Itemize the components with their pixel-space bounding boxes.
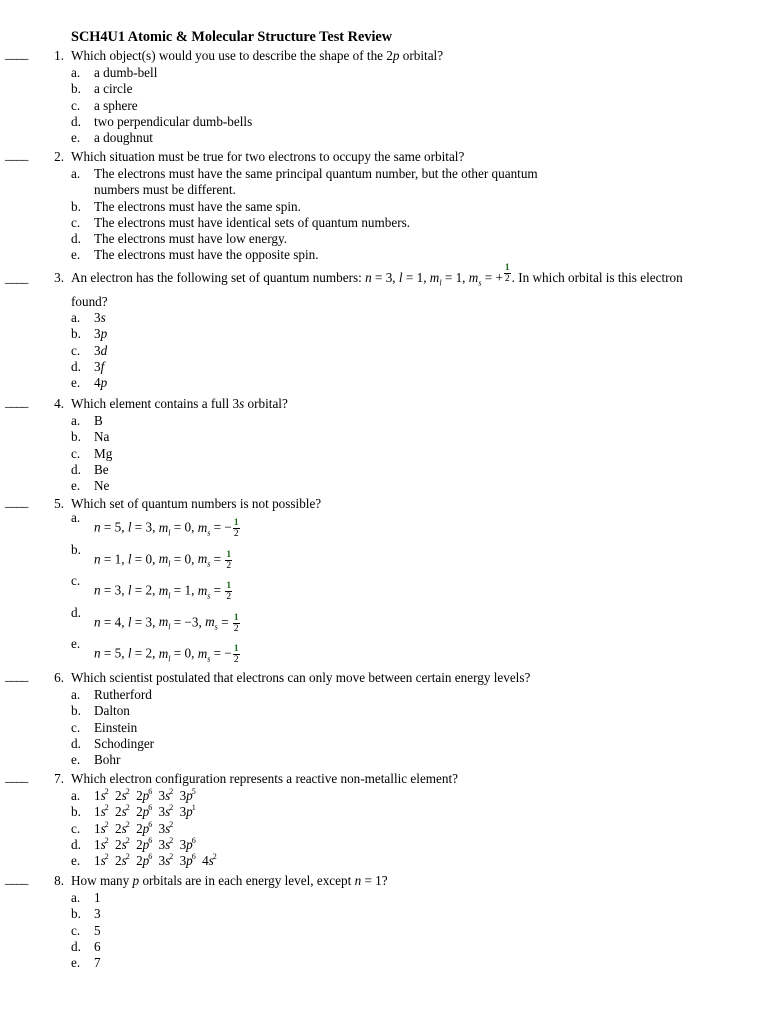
option-letter: d. [71,113,81,129]
option-text: two perpendicular dumb-bells [94,113,253,129]
option-text: n = 5, l = 3, $m_l = 0$, $m_s$ = − $\frac{1}{2}$ [94,518,239,539]
option-b [0,81,768,97]
option-text: The electrons must have the same spin. [94,198,301,214]
option-a-continued [0,182,768,198]
option-b [0,541,768,577]
option-text: $1s^2$ $2s^2$ $2p^6$ $3s^2$ $3p^5$ [94,787,196,803]
option-text: $1s^2$ $2s^2$ $2p^6$ $3s^2$ $3p^6$ $4s^2$ [94,852,217,869]
option-letter: e. [71,375,81,391]
option-letter: d. [71,358,81,374]
question-number: 1. [54,48,64,63]
answer-blank[interactable]: ____ [5,871,28,886]
option-letter: c. [71,922,81,938]
question-stem: Which set of quantum numbers is not possible? [71,496,322,511]
option-letter: a. [71,687,81,702]
option-d [0,114,768,130]
option-c [0,573,768,608]
option-b [0,199,768,215]
option-text: $1s^2$ $2s^2$ $2p^6$ $3s^2$ $3p^6$ [94,835,196,852]
question-stem: Which electron configuration represents a reactive non-metallic element? [71,771,459,786]
question-stem: Which situation must be true for two electrons to occupy the same orbital? [71,149,465,164]
fraction: $\frac{1}{2}$ [233,644,239,665]
option-d [0,462,768,478]
option-b [0,804,768,820]
option-text: 3d [94,342,108,358]
answer-blank[interactable]: ____ [5,270,28,285]
option-text: a doughnut [94,130,153,146]
question-number: 7. [54,771,64,786]
option-letter: e. [71,955,81,971]
question-number: 5. [54,496,64,511]
option-letter: a. [71,413,81,428]
option-text: a circle [94,81,133,97]
option-text: numbers must be different. [94,182,236,198]
option-text: 4p [94,375,108,391]
option-letter: e. [71,752,81,768]
question-stem: Which scientist postulated that electrons can only move between certain energy levels? [71,670,531,685]
question-number: 2. [54,149,64,164]
question-8 [0,873,768,971]
option-text: n = 1, l = 0, $m_l = 0$, $m_s$ = $\frac{1}{2}$ [94,549,232,571]
option-a [0,413,768,429]
question-stem: Which object(s) would you use to describe the shape of the 2p orbital? [71,48,444,63]
option-e [0,247,768,263]
page-title: SCH4U1 Atomic & Molecular Structure Test Review [71,29,393,45]
fraction: $\frac{1}{2}$ [226,549,232,571]
answer-blank[interactable]: ____ [5,46,28,61]
question-stem: How many p orbitals are in each energy level, except n = 1? [71,873,388,888]
option-text: 1 [94,890,101,905]
option-letter: d. [71,461,81,477]
question-7 [0,771,768,869]
option-b [0,429,768,445]
question-stem-continued: found? [71,294,108,309]
option-d [0,604,768,640]
option-a [0,788,768,804]
option-text: $1s^2$ $2s^2$ $2p^6$ $3s^2$ [94,819,174,836]
option-text: 7 [94,955,101,971]
option-e [0,375,768,391]
option-b [0,326,768,342]
option-letter: d. [71,836,81,852]
option-b [0,906,768,922]
option-letter: b. [71,326,81,342]
option-a [0,890,768,906]
option-text: The electrons must have the opposite spin. [94,247,319,263]
option-letter: e. [71,853,81,869]
question-number: 8. [54,873,64,888]
question-4 [0,396,768,494]
option-text: a sphere [94,97,138,113]
option-text: a dumb-bell [94,65,158,80]
option-letter: d. [71,231,81,247]
option-text: Rutherford [94,687,152,702]
option-letter: a. [71,890,81,905]
question-number: 3. [54,270,64,285]
option-c [0,720,768,736]
option-c [0,98,768,114]
option-letter: a. [71,788,81,803]
option-letter: c. [71,573,81,588]
option-letter: b. [71,81,81,97]
fraction: $\frac{1}{2}$ [233,612,239,634]
option-c [0,343,768,359]
option-text: Ne [94,478,110,494]
option-text: Mg [94,445,113,461]
option-a [0,687,768,703]
option-c [0,446,768,462]
option-text: n = 4, l = 3, $m_l = -3$, $m_s$ = $\frac{1}{2}$ [94,612,239,634]
option-letter: b. [71,541,81,557]
option-letter: e. [71,130,81,146]
option-e [0,853,768,869]
option-text: $1s^2$ $2s^2$ $2p^6$ $3s^2$ $3p^1$ [94,803,196,820]
option-text: Na [94,429,110,445]
fraction: $\frac{1}{2}$ [233,518,239,539]
option-letter: c. [71,342,81,358]
option-text: Bohr [94,752,121,768]
option-letter: d. [71,938,81,954]
question-5 [0,496,768,671]
fraction: $\frac{1}{2}$ [226,581,232,602]
option-a [0,310,768,326]
option-text: 3 [94,906,101,922]
option-letter: c. [71,97,81,113]
option-letter: a. [71,65,81,80]
option-c [0,215,768,231]
question-6 [0,670,768,768]
option-letter: e. [71,636,81,651]
option-e [0,955,768,971]
option-letter: c. [71,214,81,230]
option-letter: a. [71,166,81,181]
option-letter: c. [71,719,81,735]
option-a [0,510,768,545]
option-a [0,65,768,81]
option-e [0,130,768,146]
answer-blank[interactable]: ____ [5,394,28,409]
option-text: The electrons must have the same principal quantum number, but the other quantum [94,166,538,181]
fraction: $\frac{1}{2}$ [504,263,510,285]
option-c [0,821,768,837]
option-letter: a. [71,310,81,325]
option-d [0,736,768,752]
option-e [0,478,768,494]
option-text: The electrons must have identical sets of quantum numbers. [94,214,411,230]
option-e [0,636,768,671]
question-1 [0,48,768,146]
option-text: The electrons must have low energy. [94,231,287,247]
option-d [0,939,768,955]
option-letter: d. [71,604,81,620]
option-d [0,359,768,375]
answer-blank[interactable]: ____ [5,494,28,509]
option-letter: b. [71,703,81,719]
question-2 [0,149,768,264]
option-text: 5 [94,922,101,938]
option-text: Dalton [94,703,130,719]
option-d [0,837,768,853]
option-text: B [94,413,103,428]
option-letter: a. [71,510,81,525]
option-text: 6 [94,938,101,954]
question-stem: Which element contains a full 3s orbital? [71,396,288,411]
option-letter: e. [71,478,81,494]
option-text: 3p [94,326,108,342]
option-c [0,923,768,939]
option-a [0,166,768,182]
option-text: Schodinger [94,735,155,751]
question-3 [0,263,768,391]
option-letter: e. [71,247,81,263]
question-stem: An electron has the following set of quantum numbers: n = 3, l = 1, $m_l = 1$, $m_s$ = + $\frac{1}{2}$ . In which orbital is this electron [71,263,683,288]
option-text: n = 3, l = 2, $m_l = 1$, $m_s$ = $\frac{1}{2}$ [94,581,232,602]
option-text: 3f [94,358,105,374]
option-letter: c. [71,820,81,836]
option-e [0,752,768,768]
option-b [0,703,768,719]
option-letter: b. [71,198,81,214]
answer-blank[interactable]: ____ [5,769,28,784]
answer-blank[interactable]: ____ [5,147,28,162]
option-text: Be [94,461,109,477]
option-d [0,231,768,247]
option-letter: b. [71,804,81,820]
option-letter: b. [71,429,81,445]
option-letter: b. [71,906,81,922]
option-letter: c. [71,445,81,461]
option-text: 3s [94,310,106,325]
question-number: 6. [54,670,64,685]
option-text: n = 5, l = 2, $m_l = 0$, $m_s$ = − $\frac{1}{2}$ [94,644,239,665]
option-text: Einstein [94,719,138,735]
question-number: 4. [54,396,64,411]
answer-blank[interactable]: ____ [5,668,28,683]
option-letter: d. [71,735,81,751]
